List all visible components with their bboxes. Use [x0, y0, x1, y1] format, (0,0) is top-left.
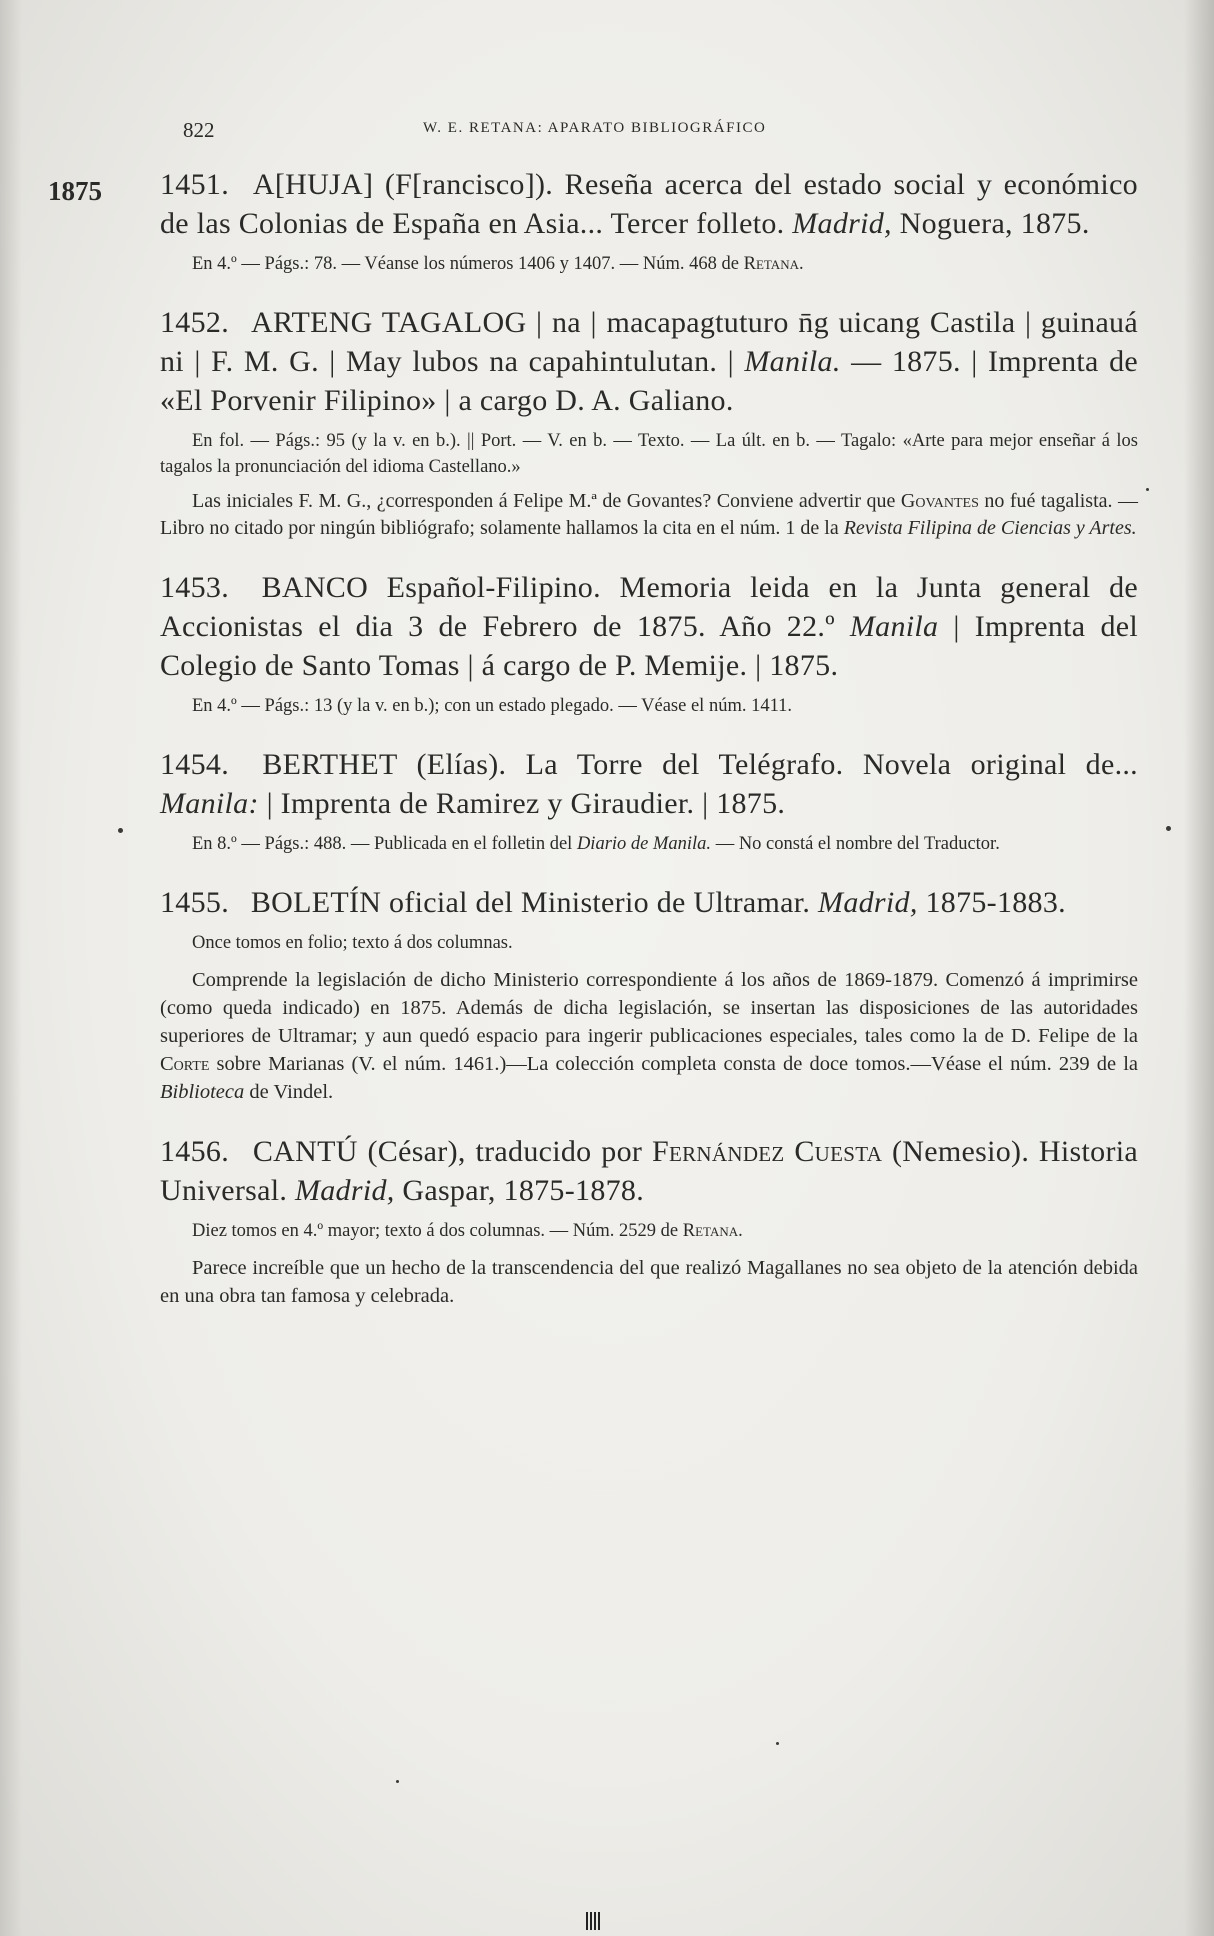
right-edge-shadow: [1184, 0, 1214, 1936]
entry-number: 1452.: [160, 306, 229, 339]
entry-1452: [160, 303, 1138, 542]
entry-1453: [160, 568, 1138, 719]
entry-number: 1455.: [160, 886, 229, 919]
entry-title: 1456. CANTÚ (César), traducido por Fernández Cuesta (Nemesio). Historia Universal. Madrid, Gaspar, 1875-1878.: [160, 1135, 1138, 1207]
entry-note: Diez tomos en 4.º mayor; texto á dos columnas. — Núm. 2529 de Retana.: [192, 1221, 743, 1241]
entry-number: 1454.: [160, 748, 229, 781]
running-title: W. E. RETANA: APARATO BIBLIOGRÁFICO: [423, 120, 767, 136]
entry-title: 1454. BERTHET (Elías). La Torre del Telégrafo. Novela original de... Manila: | Imprenta de Ramirez y Giraudier. | 1875.: [160, 748, 1138, 820]
page-body: [160, 165, 1138, 1336]
entry-commentary: Parece increíble que un hecho de la transcendencia del que realizó Magallanes no sea objeto de la atención debida en una obra tan famosa y celebrada.: [160, 1257, 1138, 1307]
speck: [776, 1742, 779, 1745]
entry-commentary: Comprende la legislación de dicho Ministerio correspondiente á los años de 1869-1879. Comenzó á imprimirse (como queda indicado) en 1875. Además de dicha legislación, se insertan las disposiciones de las autoridades superiores de Ultramar; y aun quedó espacio para ingerir publicaciones especiales, tales como la de D. Felipe de la Corte sobre Marianas (V. el núm. 1461.)—La colección completa consta de doce tomos.—Véase el núm. 239 de la Biblioteca de Vindel.: [160, 969, 1139, 1103]
margin-dot-left: [118, 828, 123, 833]
entry-number: 1456.: [160, 1135, 229, 1168]
entry-title: 1452. ARTENG TAGALOG | na | macapagtuturo n̄g uicang Castila | guinauá ni | F. M. G. | May lubos na capahintulutan. | Manila. — 1875. | Imprenta de «El Porvenir Filipino» | a cargo D. A. Galiano.: [160, 306, 1138, 417]
imprint-place: Manila.: [744, 345, 841, 378]
entry-1456: [160, 1132, 1138, 1310]
page-number: 822: [183, 118, 215, 142]
entry-note: En 4.º — Págs.: 13 (y la v. en b.); con un estado plegado. — Véase el núm. 1411.: [192, 696, 793, 716]
entry-number: 1451.: [160, 168, 229, 201]
imprint-place: Madrid,: [792, 207, 892, 240]
margin-year: 1875: [48, 176, 102, 206]
entry-1455: [160, 883, 1138, 1106]
entry-commentary: Las iniciales F. M. G., ¿corresponden á Felipe M.ª de Govantes? Conviene advertir que Govantes no fué tagalista. — Libro no citado por ningún bibliógrafo; solamente hallamos la cita en el núm. 1 de la Revista Filipina de Ciencias y Artes.: [160, 490, 1139, 539]
entry-title: 1455. BOLETÍN oficial del Ministerio de Ultramar. Madrid, 1875-1883.: [160, 886, 1066, 919]
imprint-place: Madrid,: [818, 886, 918, 919]
imprint-place: Manila:: [160, 787, 259, 820]
left-edge-shadow: [0, 0, 22, 1936]
entry-1454: [160, 745, 1138, 857]
entry-note: En 4.º — Págs.: 78. — Véanse los números 1406 y 1407. — Núm. 468 de Retana.: [192, 254, 804, 274]
entry-note: En 8.º — Págs.: 488. — Publicada en el folletin del Diario de Manila. — No constá el nombre del Traductor.: [192, 834, 1000, 854]
entry-note: En fol. — Págs.: 95 (y la v. en b.). || Port. — V. en b. — Texto. — La últ. en b. — Tagalo: «Arte para mejor enseñar á los tagalos la pronunciación del idioma Castellano.»: [160, 431, 1138, 477]
entry-1451: [160, 165, 1138, 277]
imprint-place: Manila: [849, 610, 939, 643]
imprint-place: Madrid,: [294, 1174, 395, 1207]
entry-number: 1453.: [160, 571, 229, 604]
scan-marker: [586, 1912, 602, 1930]
entry-note: Once tomos en folio; texto á dos columnas.: [192, 933, 513, 953]
speck: [396, 1780, 399, 1783]
speck: [1146, 488, 1149, 491]
entry-title: 1451. A[HUJA] (F[rancisco]). Reseña acerca del estado social y económico de las Colonias de España en Asia... Tercer folleto. Madrid, Noguera, 1875.: [160, 168, 1138, 240]
margin-dot-right: [1166, 826, 1171, 831]
entry-title: 1453. BANCO Español-Filipino. Memoria leida en la Junta general de Accionistas el dia 3 de Febrero de 1875. Año 22.º Manila | Imprenta del Colegio de Santo Tomas | á cargo de P. Memije. | 1875.: [160, 571, 1138, 682]
